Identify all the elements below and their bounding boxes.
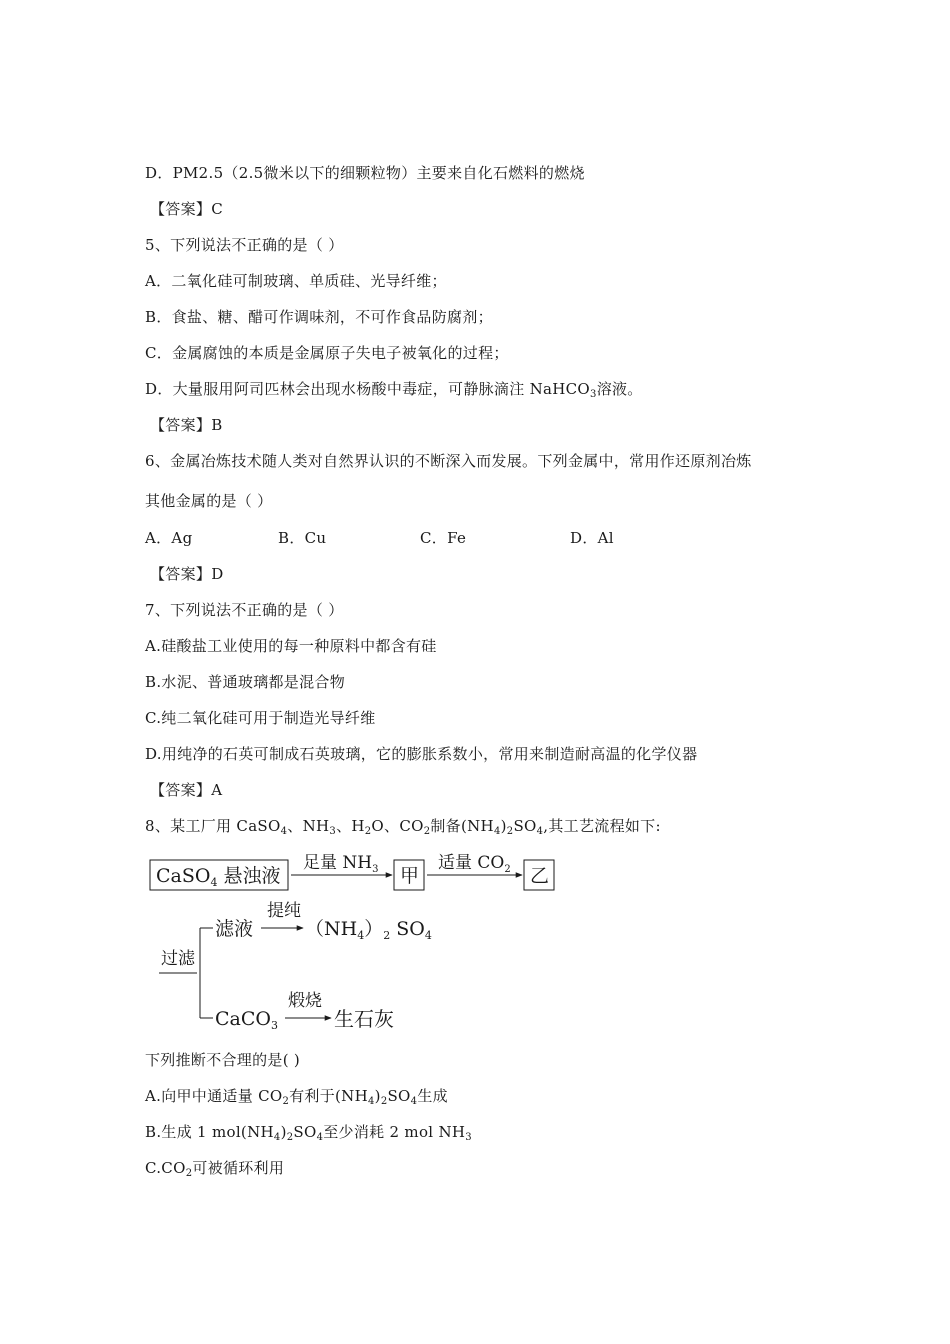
q7-stem: 7、下列说法不正确的是（ ） [145,601,344,619]
q8-option-c: $C.CO_2$可被循环利用 [145,1159,285,1179]
q5-option-a: A．二氧化硅可制玻璃、单质硅、光导纤维； [145,272,447,290]
q5-stem: 5、下列说法不正确的是（ ） [145,236,344,254]
q6-option-d: D．Al [570,529,614,547]
arrow2-label: 适量 $CO_2$ [438,853,511,875]
q4-option-d: D．PM2.5（2.5微米以下的细颗粒物）主要来自化石燃料的燃烧 [145,164,585,182]
q7-option-b: B.水泥、普通玻璃都是混合物 [145,673,345,691]
q6-stem-line2: 其他金属的是（ ） [145,492,273,510]
calcine-label: 煅烧 [288,991,322,1011]
q8-option-a: A.向甲中通适量 $CO_2$有利于$(NH_4)_2SO_4$生成 [145,1087,448,1107]
process-flow-diagram [145,852,565,1037]
q6-stem-line1: 6、金属冶炼技术随人类对自然界认识的不断深入而发展。下列金属中，常用作还原剂冶炼 [145,452,752,470]
q7-answer: 【答案】A [150,781,223,799]
q8-option-b: B.生成 1 $mol(NH_4)_2SO_4$至少消耗 2 mol $NH_3$ [145,1123,472,1143]
q6-option-b: B．Cu [278,529,327,547]
quicklime-label: 生石灰 [334,1007,394,1031]
jia-label: 甲 [400,865,420,887]
q7-option-c: C.纯二氧化硅可用于制造光导纤维 [145,709,376,727]
casO4-suspension-label: CaSO$_4$ 悬浊液 [156,865,281,889]
arrow1-label: 足量 $NH_3$ [303,853,379,875]
q7-option-a: A.硅酸盐工业使用的每一种原料中都含有硅 [145,637,437,655]
caco3-label: CaCO$_3$ [215,1008,278,1032]
q8-stem: 8、某工厂用 CaSO$_4$、$NH_3$、$H_2O$、$CO_2$制备$(NH_4)_2SO_4$,其工艺流程如下: [145,817,661,837]
q8-question: 下列推断不合理的是( ) [145,1051,301,1069]
filter-label: 过滤 [161,949,195,969]
purify-label: 提纯 [267,901,301,921]
q7-option-d: D.用纯净的石英可制成石英玻璃，它的膨胀系数小，常用来制造耐高温的化学仪器 [145,745,698,763]
ammonium-sulfate-label: $(NH_4)_2$ $SO_4$ [305,918,432,942]
q5-option-c: C．金属腐蚀的本质是金属原子失电子被氧化的过程； [145,344,509,362]
filtrate-label: 滤液 [215,918,254,940]
q5-answer: 【答案】B [150,416,223,434]
q6-answer: 【答案】D [150,565,224,583]
q5-option-b: B．食盐、糖、醋可作调味剂，不可作食品防腐剂； [145,308,493,326]
q6-option-c: C．Fe [420,529,467,547]
q5-option-d: D．大量服用阿司匹林会出现水杨酸中毒症，可静脉滴注 NaHCO$_3$溶液。 [145,380,643,400]
yi-label: 乙 [530,865,550,887]
q6-option-a: A．Ag [145,529,193,547]
q4-answer: 【答案】C [150,200,223,218]
q6-options [145,528,745,548]
